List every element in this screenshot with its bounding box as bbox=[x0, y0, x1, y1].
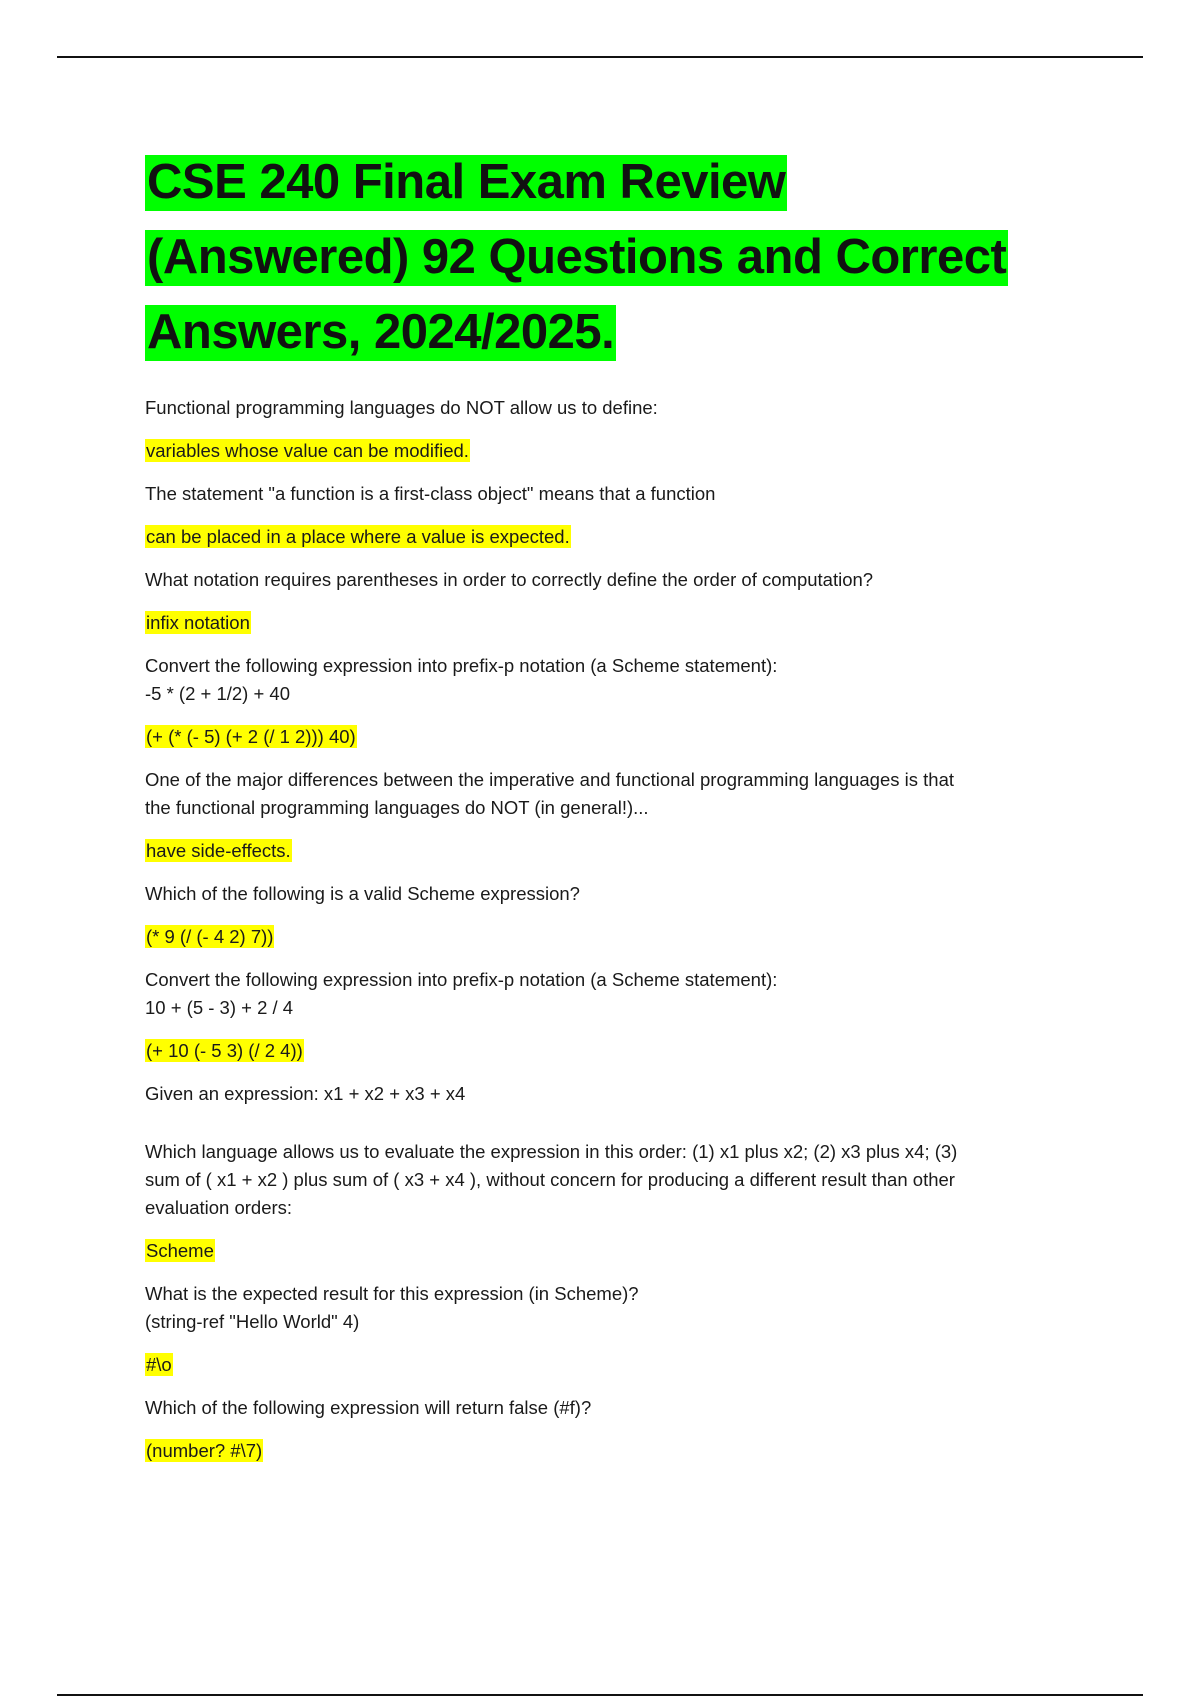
answer-text: (+ (* (- 5) (+ 2 (/ 1 2))) 40) bbox=[146, 726, 356, 747]
answer-text: (number? #\7) bbox=[146, 1440, 263, 1461]
answer-text: have side-effects. bbox=[146, 840, 291, 861]
question-text: Which of the following is a valid Scheme expression? bbox=[145, 883, 580, 904]
question-text: Which language allows us to evaluate the expression in this order: (1) x1 plus x2; (2) x3 plus x4; (3) sum of ( x1 + x2 ) plus sum of ( x3 + x4 ), without concern for producing a different result than other evaluation orders: bbox=[145, 1141, 958, 1218]
document-title bbox=[145, 145, 1065, 370]
qa-list bbox=[145, 394, 1065, 1465]
title-line: CSE 240 Final Exam Review bbox=[147, 155, 786, 209]
answer-text: variables whose value can be modified. bbox=[146, 440, 469, 461]
question-intro-text: Given an expression: x1 + x2 + x3 + x4 bbox=[145, 1083, 466, 1104]
title-line: Answers, 2024/2025. bbox=[147, 305, 615, 359]
question-text: Convert the following expression into prefix-p notation (a Scheme statement): 10 + (5 - 3) + 2 / 4 bbox=[145, 969, 778, 1018]
question-text: What notation requires parentheses in order to correctly define the order of computation? bbox=[145, 569, 874, 590]
answer-text: Scheme bbox=[146, 1240, 214, 1261]
question-text: The statement "a function is a first-class object" means that a function bbox=[145, 483, 716, 504]
question-text: Convert the following expression into prefix-p notation (a Scheme statement): -5 * (2 + 1/2) + 40 bbox=[145, 655, 778, 704]
answer-text: can be placed in a place where a value is expected. bbox=[146, 526, 570, 547]
question-text: What is the expected result for this expression (in Scheme)? (string-ref "Hello World" 4) bbox=[145, 1283, 639, 1332]
title-line: (Answered) 92 Questions and Correct bbox=[147, 230, 1007, 284]
question-text: One of the major differences between the imperative and functional programming languages is that the functional programming languages do NOT (in general!)... bbox=[145, 769, 954, 818]
bottom-rule bbox=[57, 1694, 1143, 1696]
question-text: Functional programming languages do NOT allow us to define: bbox=[145, 397, 658, 418]
answer-text: (+ 10 (- 5 3) (/ 2 4)) bbox=[146, 1040, 303, 1061]
answer-text: (* 9 (/ (- 4 2) 7)) bbox=[146, 926, 274, 947]
answer-text: #\o bbox=[146, 1354, 172, 1375]
document-body bbox=[145, 145, 1065, 1480]
answer-text: infix notation bbox=[146, 612, 250, 633]
question-text: Which of the following expression will return false (#f)? bbox=[145, 1397, 592, 1418]
top-rule bbox=[57, 56, 1143, 58]
